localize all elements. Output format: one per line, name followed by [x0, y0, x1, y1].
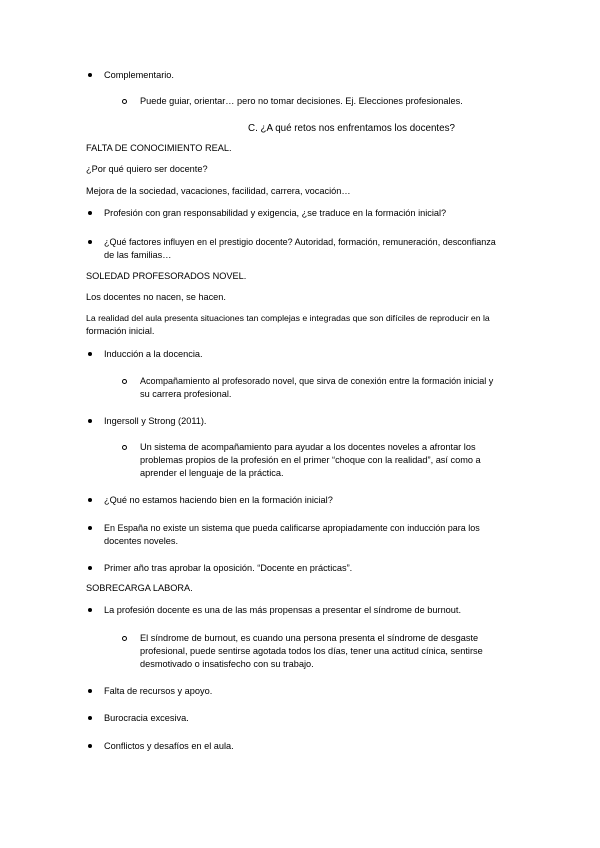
sub-list-item-continuation: aprender el lenguaje de la práctica.	[140, 468, 284, 478]
list-item: En España no existe un sistema que pueda calificarse apropiadamente con inducción para los	[104, 523, 480, 533]
list-item-continuation: de las familias…	[104, 250, 172, 260]
bullet-disc-icon	[88, 744, 92, 748]
list-item: Falta de recursos y apoyo.	[104, 686, 213, 696]
bullet-disc-icon	[88, 419, 92, 423]
paragraph-continuation: formación inicial.	[86, 326, 155, 336]
bullet-disc-icon	[88, 352, 92, 356]
subsection-heading: SOLEDAD PROFESORADOS NOVEL.	[86, 271, 247, 281]
bullet-circle-icon	[122, 99, 127, 104]
sub-list-item-continuation: su carrera profesional.	[140, 389, 232, 399]
bullet-disc-icon	[88, 240, 92, 244]
bullet-disc-icon	[88, 608, 92, 612]
list-item: Primer año tras aprobar la oposición. “Docente en prácticas”.	[104, 563, 353, 573]
bullet-disc-icon	[88, 211, 92, 215]
sub-list-item: El síndrome de burnout, es cuando una persona presenta el síndrome de desgaste	[140, 633, 479, 643]
list-item: Profesión con gran responsabilidad y exigencia, ¿se traduce en la formación inicial?	[104, 208, 447, 218]
subsection-heading: FALTA DE CONOCIMIENTO REAL.	[86, 143, 232, 153]
bullet-disc-icon	[88, 716, 92, 720]
paragraph: La realidad del aula presenta situaciones tan complejas e integradas que son difíciles de reproducir en la	[86, 313, 490, 323]
list-item-continuation: docentes noveles.	[104, 536, 179, 546]
bullet-disc-icon	[88, 526, 92, 530]
list-item: Burocracia excesiva.	[104, 713, 189, 723]
paragraph: Los docentes no nacen, se hacen.	[86, 292, 226, 302]
sub-list-item: Un sistema de acompañamiento para ayudar a los docentes noveles a afrontar los	[140, 442, 476, 452]
section-heading: C. ¿A qué retos nos enfrentamos los docentes?	[248, 123, 455, 134]
bullet-disc-icon	[88, 689, 92, 693]
subsection-heading: SOBRECARGA LABORA.	[86, 583, 193, 593]
bullet-disc-icon	[88, 498, 92, 502]
paragraph: ¿Por qué quiero ser docente?	[86, 164, 208, 174]
paragraph: Mejora de la sociedad, vacaciones, facilidad, carrera, vocación…	[86, 186, 351, 196]
list-item: Inducción a la docencia.	[104, 349, 203, 359]
list-item: Ingersoll y Strong (2011).	[104, 416, 207, 426]
sub-list-item: Acompañamiento al profesorado novel, que sirva de conexión entre la formación inicial y	[140, 376, 494, 386]
sub-list-item-continuation: problemas propios de la profesión en el primer “choque con la realidad”, así como a	[140, 455, 481, 465]
bullet-circle-icon	[122, 636, 127, 641]
bullet-disc-icon	[88, 73, 92, 77]
bullet-disc-icon	[88, 566, 92, 570]
sub-list-item-continuation: desmotivado o insatisfecho con su trabajo.	[140, 659, 314, 669]
sub-list-item: Puede guiar, orientar… pero no tomar decisiones. Ej. Elecciones profesionales.	[140, 96, 463, 106]
sub-list-item-continuation: profesional, puede sentirse agotada todos los días, tener una actitud cínica, sentirse	[140, 646, 483, 656]
list-item: ¿Qué no estamos haciendo bien en la formación inicial?	[104, 495, 333, 505]
bullet-circle-icon	[122, 379, 127, 384]
bullet-circle-icon	[122, 445, 127, 450]
list-item: ¿Qué factores influyen en el prestigio docente? Autoridad, formación, remuneración, desconfianza	[104, 237, 496, 247]
list-item: Conflictos y desafíos en el aula.	[104, 741, 234, 751]
list-item: Complementario.	[104, 70, 174, 80]
list-item: La profesión docente es una de las más propensas a presentar el síndrome de burnout.	[104, 605, 462, 615]
